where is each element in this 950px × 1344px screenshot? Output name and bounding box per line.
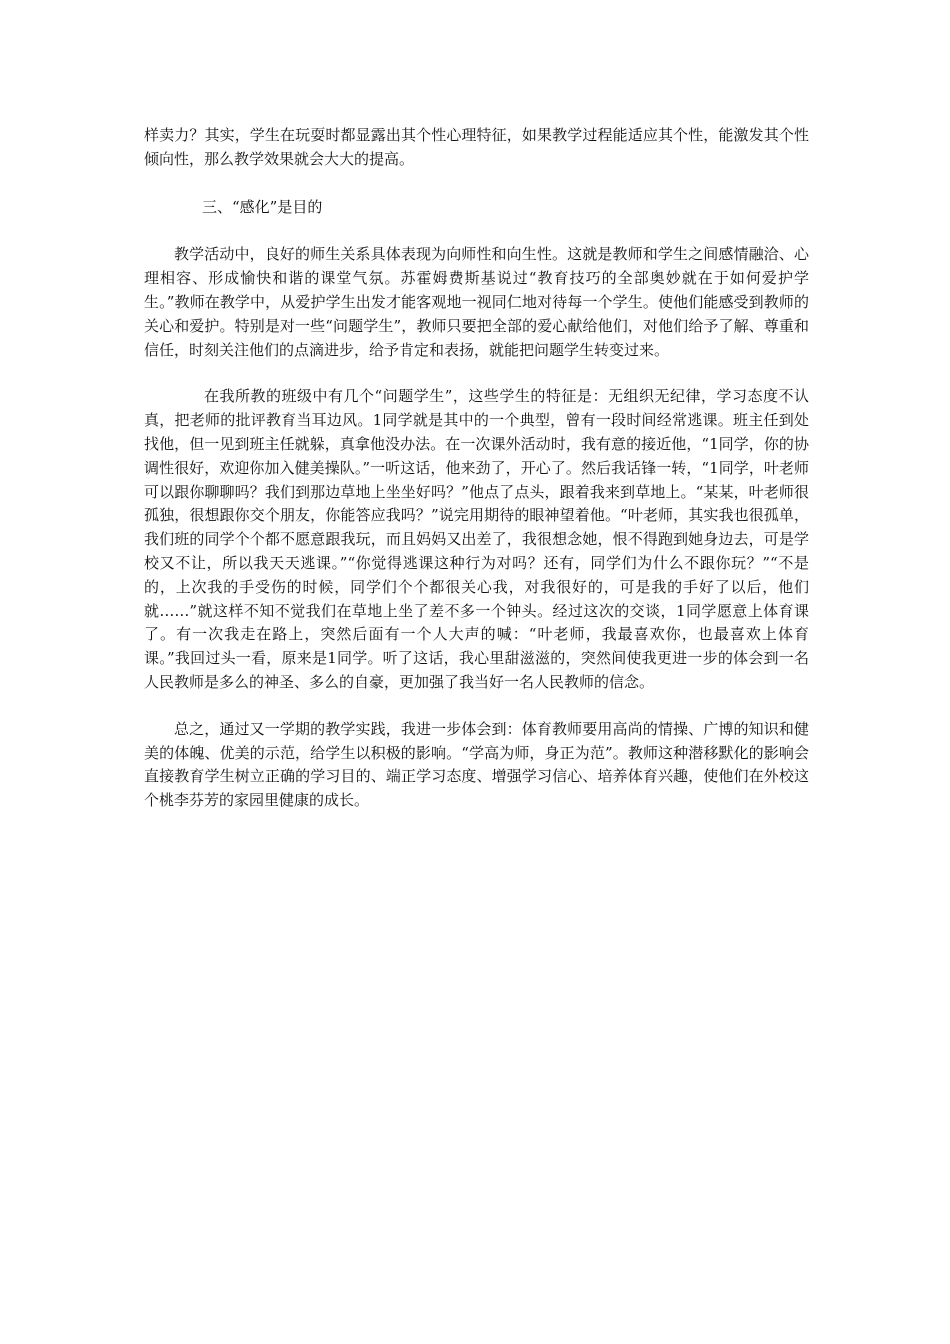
paragraph-gap [144, 219, 809, 243]
paragraph-continuation: 样卖力？其实，学生在玩耍时都显露出其个性心理特征，如果教学过程能适应其个性，能激发其个性倾向性，那么教学效果就会大大的提高。 [144, 126, 809, 168]
document-body [144, 124, 809, 813]
paragraph-teaching-relationship: 教学活动中，良好的师生关系具体表现为向师性和向生性。这就是教师和学生之间感情融洽、心理相容、形成愉快和谐的课堂气氛。苏霍姆费斯基说过“教育技巧的全部奥妙就在于如何爱护学生。”教师在教学中，从爱护学生出发才能客观地一视同仁地对待每一个学生。使他们能感受到教师的关心和爱护。特别是对一些“问题学生”，教师只要把全部的爱心献给他们，对他们给予了解、尊重和信任，时刻关注他们的点滴进步，给予肯定和表扬，就能把问题学生转变过来。 [144, 245, 809, 359]
paragraph-gap [144, 172, 809, 196]
paragraph-conclusion: 总之，通过又一学期的教学实践，我进一步体会到：体育教师要用高尚的情操、广博的知识和健美的体魄、优美的示范，给学生以积极的影响。“学高为师，身正为范”。教师这种潜移默化的影响会直接教育学生树立正确的学习目的、端正学习态度、增强学习信心、培养体育兴趣，使他们在外校这个桃李芬芳的家园里健康的成长。 [144, 719, 809, 810]
paragraph-problem-student-story: 在我所教的班级中有几个“问题学生”，这些学生的特征是：无组织无纪律，学习态度不认真，把老师的批评教育当耳边风。1同学就是其中的一个典型，曾有一段时间经常逃课。班主任到处找他，但一见到班主任就躲，真拿他没办法。在一次课外活动时，我有意的接近他，“1同学，你的协调性很好，欢迎你加入健美操队。”一听这话，他来劲了，开心了。然后我话锋一转，“1同学，叶老师可以跟你聊聊吗？我们到那边草地上坐坐好吗？”他点了点头，跟着我来到草地上。“某某，叶老师很孤独，很想跟你交个朋友，你能答应我吗？”说完用期待的眼神望着他。“叶老师，其实我也很孤单，我们班的同学个个都不愿意跟我玩，而且妈妈又出差了，我很想念她，恨不得跑到她身边去，可是学校又不让，所以我天天逃课。”“你觉得逃课这种行为对吗？还有，同学们为什么不跟你玩？”“不是的，上次我的手受伤的时候，同学们个个都很关心我，对我很好的，可是我的手好了以后，他们就……”就这样不知不觉我们在草地上坐了差不多一个钟头。经过这次的交谈，1同学愿意上体育课了。有一次我走在路上，突然后面有一个人大声的喊：“叶老师，我最喜欢你，也最喜欢上体育课。”我回过头一看，原来是1同学。听了这话，我心里甜滋滋的，突然间使我更进一步的体会到一名人民教师是多么的神圣、多么的自豪，更加强了我当好一名人民教师的信念。 [144, 387, 809, 691]
section-heading: 三、“感化”是目的 [202, 197, 323, 216]
paragraph-gap [144, 695, 809, 718]
paragraph-gap [144, 362, 809, 385]
